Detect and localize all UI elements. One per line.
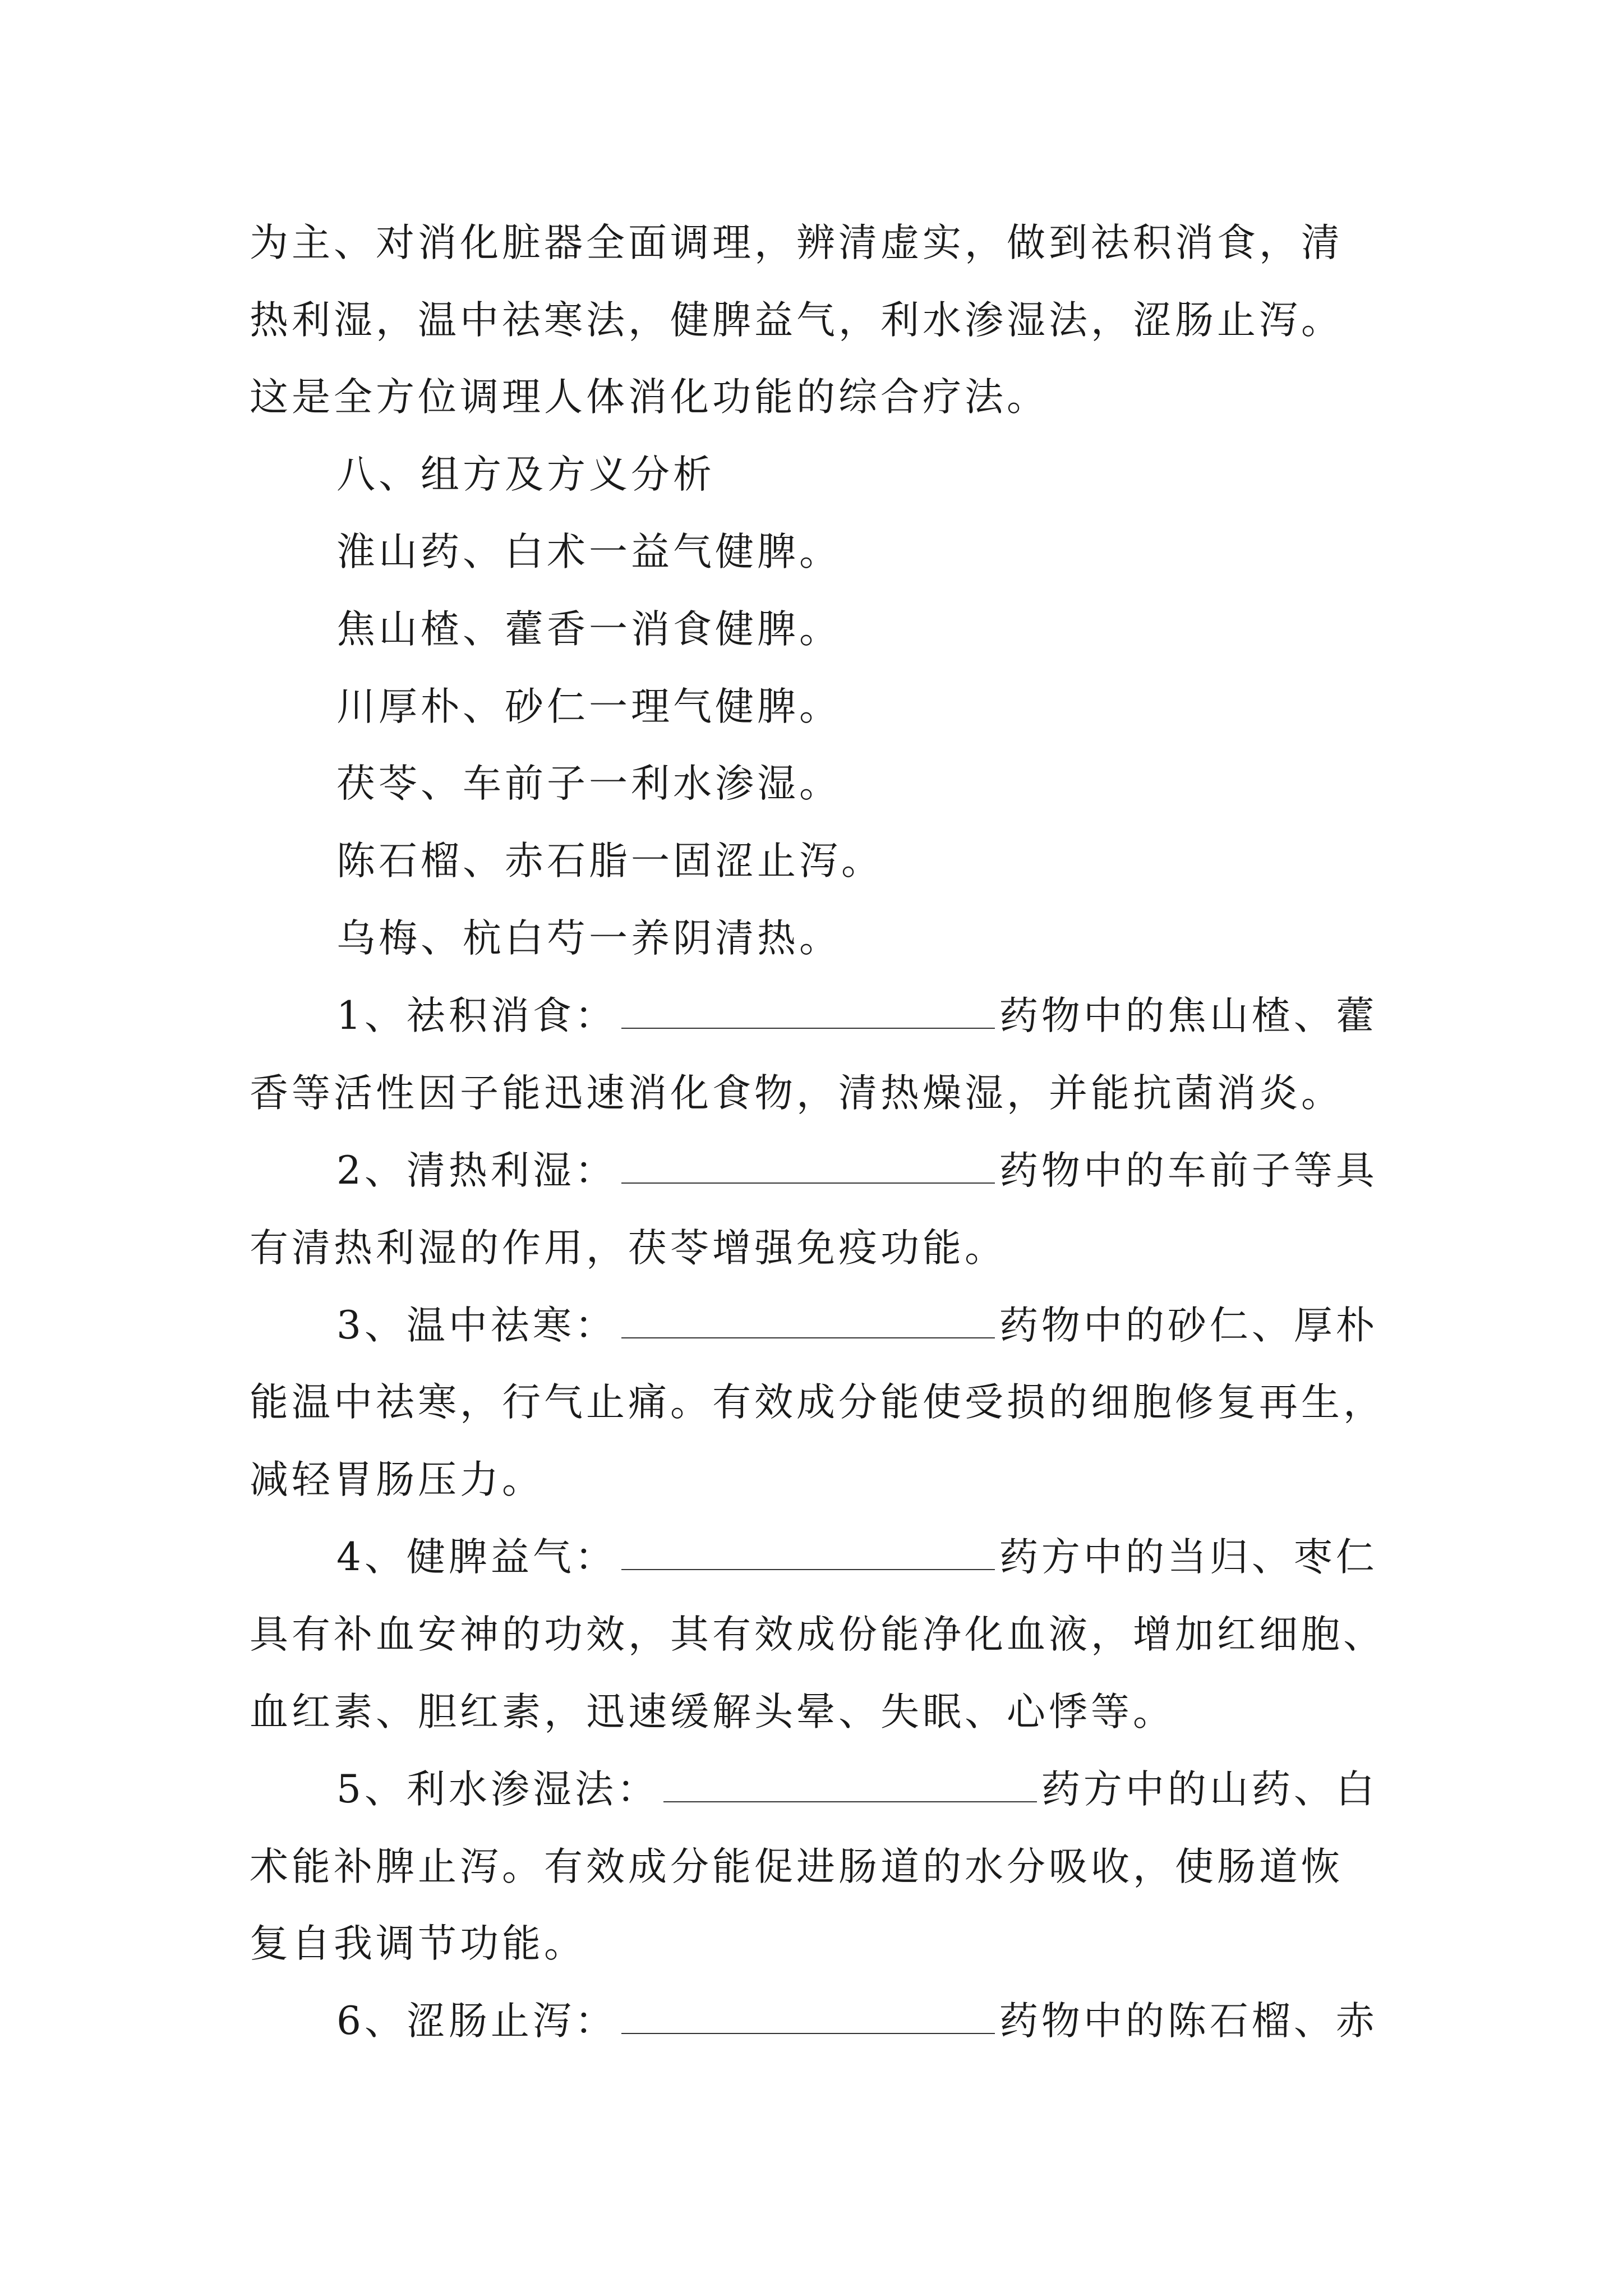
item-4-continuation: 具有补血安神的功效，其有效成份能净化血液，增加红细胞、 bbox=[250, 1612, 1385, 1657]
item-text: 药方中的当归、枣仁 bbox=[999, 1535, 1378, 1580]
formula-line: 川厚朴、砂仁一理气健脾。 bbox=[336, 684, 841, 729]
item-label: 2、清热利湿： bbox=[336, 1148, 617, 1193]
formula-line: 淮山药、白术一益气健脾。 bbox=[336, 530, 841, 574]
item-4-first-line bbox=[336, 1532, 1378, 1582]
fill-blank bbox=[621, 1149, 995, 1184]
item-text: 药方中的山药、白 bbox=[1041, 1767, 1378, 1812]
item-2-first-line bbox=[336, 1145, 1378, 1196]
fill-blank bbox=[621, 994, 995, 1029]
item-text: 药物中的砂仁、厚朴 bbox=[999, 1303, 1378, 1348]
item-label: 3、温中祛寒： bbox=[336, 1303, 617, 1348]
item-5-continuation: 复自我调节功能。 bbox=[250, 1921, 586, 1966]
formula-line: 陈石榴、赤石脂一固涩止泻。 bbox=[336, 839, 883, 884]
item-3-continuation: 能温中祛寒，行气止痛。有效成分能使受损的细胞修复再生， bbox=[250, 1380, 1385, 1425]
item-label: 6、涩肠止泻： bbox=[336, 1999, 617, 2044]
intro-line-2: 热利湿，温中祛寒法，健脾益气，利水渗湿法，涩肠止泻。 bbox=[250, 298, 1343, 343]
fill-blank bbox=[663, 1768, 1037, 1802]
item-text: 药物中的车前子等具 bbox=[999, 1148, 1378, 1193]
item-4-continuation: 血红素、胆红素，迅速缓解头晕、失眠、心悸等。 bbox=[250, 1690, 1175, 1734]
fill-blank bbox=[621, 1535, 995, 1570]
item-1-first-line bbox=[336, 991, 1378, 1041]
item-label: 4、健脾益气： bbox=[336, 1535, 617, 1580]
item-label: 5、利水渗湿法： bbox=[336, 1767, 659, 1812]
item-1-continuation: 香等活性因子能迅速消化食物，清热燥湿，并能抗菌消炎。 bbox=[250, 1071, 1343, 1116]
item-5-continuation: 术能补脾止泻。有效成分能促进肠道的水分吸收，使肠道恢 bbox=[250, 1844, 1343, 1889]
item-2-continuation: 有清热利湿的作用，茯苓增强免疫功能。 bbox=[250, 1226, 1007, 1271]
item-3-continuation: 减轻胃肠压力。 bbox=[250, 1457, 544, 1502]
item-label: 1、祛积消食： bbox=[336, 993, 617, 1038]
item-5-first-line bbox=[336, 1764, 1378, 1815]
item-6-first-line bbox=[336, 1996, 1378, 2046]
formula-line: 乌梅、杭白芍一养阴清热。 bbox=[336, 916, 841, 961]
item-3-first-line bbox=[336, 1300, 1378, 1351]
formula-line: 茯苓、车前子一利水渗湿。 bbox=[336, 761, 841, 806]
item-text: 药物中的焦山楂、藿 bbox=[999, 993, 1378, 1038]
fill-blank bbox=[621, 1999, 995, 2034]
intro-line-1: 为主、对消化脏器全面调理，辨清虚实，做到祛积消食，清 bbox=[250, 220, 1343, 265]
formula-line: 焦山楂、藿香一消食健脾。 bbox=[336, 607, 841, 652]
fill-blank bbox=[621, 1304, 995, 1338]
intro-line-3: 这是全方位调理人体消化功能的综合疗法。 bbox=[250, 375, 1049, 420]
item-text: 药物中的陈石榴、赤 bbox=[999, 1999, 1378, 2044]
section-heading: 八、组方及方义分析 bbox=[336, 452, 715, 497]
